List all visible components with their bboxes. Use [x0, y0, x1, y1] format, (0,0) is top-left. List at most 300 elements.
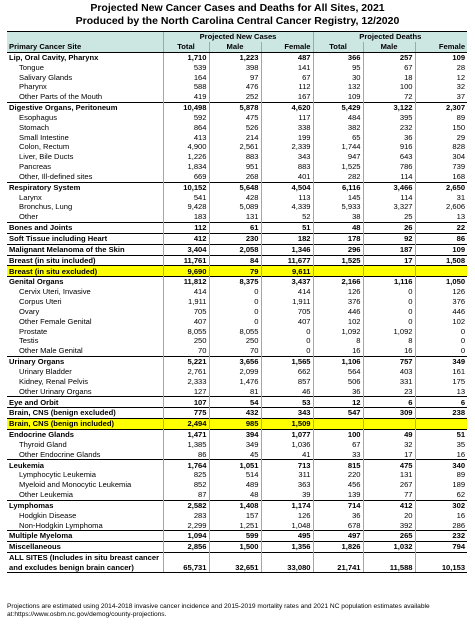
table-row [7, 72, 467, 82]
deaths-female-cell: 109 [415, 52, 467, 62]
deaths-male-cell: 36 [363, 132, 415, 142]
site-name: Cervix Uteri, Invasive [19, 287, 91, 297]
cases-male-cell: 1,251 [209, 521, 261, 531]
table-row [7, 297, 467, 307]
cases-male-cell: 951 [209, 162, 261, 172]
table-row [7, 326, 467, 336]
cases-total-cell: 9,428 [163, 202, 209, 212]
deaths-total-cell: 48 [313, 223, 363, 234]
site-name: Bronchus, Lung [19, 202, 73, 212]
table-row [7, 450, 467, 460]
cases-male-cell: 2,058 [209, 244, 261, 255]
cases-total-cell: 250 [163, 336, 209, 346]
table-row [7, 377, 467, 387]
cases-total-cell: 5,221 [163, 357, 209, 367]
deaths-total-cell: 1,744 [313, 142, 363, 152]
deaths-male-cell: 72 [363, 92, 415, 102]
site-name: Pharynx [19, 82, 47, 92]
deaths-total-cell: 100 [313, 429, 363, 439]
header-group-row [7, 32, 467, 42]
deaths-female-cell: 1,050 [415, 277, 467, 287]
deaths-total-cell: 564 [313, 367, 363, 377]
all-sites-body [7, 553, 467, 573]
cases-male-cell: 0 [209, 317, 261, 327]
cases-total-cell: 2,582 [163, 500, 209, 510]
deaths-male-cell [363, 266, 415, 277]
cases-female-cell: 1,911 [261, 297, 313, 307]
cases-total-cell: 164 [163, 72, 209, 82]
site-name: Pancreas [19, 162, 52, 172]
table-row [7, 419, 467, 430]
deaths-female-cell: 232 [415, 531, 467, 542]
deaths-male-cell: 309 [363, 408, 415, 419]
cases-male-cell: 1,223 [209, 52, 261, 62]
cases-male-cell: 1,500 [209, 542, 261, 553]
deaths-total-cell: 376 [313, 297, 363, 307]
deaths-female-cell: 1,508 [415, 255, 467, 266]
all-sites-row [7, 553, 467, 573]
deaths-female-cell: 0 [415, 346, 467, 356]
cases-female-cell: 199 [261, 132, 313, 142]
cases-total-cell: 1,911 [163, 297, 209, 307]
table-row [7, 255, 467, 266]
cases-female-cell: 52 [261, 212, 313, 222]
deaths-female-cell: 739 [415, 162, 467, 172]
report-title: Projected New Cancer Cases and Deaths for All Sites, 2021 [90, 2, 385, 14]
deaths-male-cell: 643 [363, 152, 415, 162]
cases-male-cell: 1,476 [209, 377, 261, 387]
deaths-female-cell: 29 [415, 132, 467, 142]
site-name: Hodgkin Disease [19, 510, 77, 520]
cases-female-cell: 0 [261, 326, 313, 336]
deaths-female-cell: 161 [415, 367, 467, 377]
deaths-total-cell: 30 [313, 72, 363, 82]
cases-male-cell: 526 [209, 123, 261, 133]
deaths-male-cell: 100 [363, 82, 415, 92]
site-name: Lip, Oral Cavity, Pharynx [7, 52, 163, 62]
cases-total-cell: 4,900 [163, 142, 209, 152]
cases-male-cell: 476 [209, 82, 261, 92]
cases-total-cell: 852 [163, 480, 209, 490]
cases-male-cell: 70 [209, 346, 261, 356]
deaths-male-cell: 114 [363, 172, 415, 182]
deaths-total-cell: 815 [313, 460, 363, 470]
deaths-male-cell: 331 [363, 377, 415, 387]
cases-male-cell: 985 [209, 419, 261, 430]
site-name: Lymphomas [7, 500, 163, 510]
table-row [7, 490, 467, 500]
cancer-table-container [7, 31, 467, 573]
deaths-female-cell: 828 [415, 142, 467, 152]
cases-male-cell: 599 [209, 531, 261, 542]
deaths-female-cell: 2,307 [415, 102, 467, 112]
deaths-male-cell: 77 [363, 490, 415, 500]
cases-total-cell: 1,834 [163, 162, 209, 172]
site-name: Other Female Genital [19, 316, 92, 326]
deaths-total-cell: 65 [313, 132, 363, 142]
table-row [7, 152, 467, 162]
deaths-female-cell: 446 [415, 307, 467, 317]
table-row [7, 277, 467, 287]
table-row [7, 440, 467, 450]
table-row [7, 531, 467, 542]
cases-total-cell: 539 [163, 63, 209, 73]
cases-total-cell: 1,764 [163, 460, 209, 470]
deaths-male-cell: 49 [363, 429, 415, 439]
cases-total-cell: 127 [163, 387, 209, 397]
header-deaths: Projected Deaths [313, 32, 467, 42]
deaths-male-cell: 187 [363, 244, 415, 255]
cases-male-cell: 1,051 [209, 460, 261, 470]
cases-male-cell: 398 [209, 63, 261, 73]
table-row [7, 287, 467, 297]
cases-total-cell: 10,152 [163, 182, 209, 192]
cases-male-cell: 252 [209, 92, 261, 102]
cases-total-cell: 70 [163, 346, 209, 356]
cases-male-cell: 0 [209, 307, 261, 317]
deaths-female-cell: 89 [415, 470, 467, 480]
site-name: Myeloid and Monocytic Leukemia [19, 480, 132, 490]
deaths-female-cell: 794 [415, 542, 467, 553]
cases-total-cell: 775 [163, 408, 209, 419]
cases-total-cell: 592 [163, 113, 209, 123]
deaths-female-cell: 0 [415, 336, 467, 346]
table-row [7, 244, 467, 255]
cases-female-cell: 1,036 [261, 440, 313, 450]
cases-total-cell: 414 [163, 287, 209, 297]
site-name: Esophagus [19, 112, 57, 122]
deaths-total-cell: 145 [313, 193, 363, 203]
deaths-male-cell: 0 [363, 307, 415, 317]
deaths-total-cell: 714 [313, 500, 363, 510]
table-row [7, 470, 467, 480]
deaths-total-cell: 220 [313, 470, 363, 480]
cases-total-cell: 864 [163, 123, 209, 133]
deaths-female-cell: 126 [415, 287, 467, 297]
deaths-male-cell: 67 [363, 63, 415, 73]
cases-male-cell: 45 [209, 450, 261, 460]
deaths-female-cell: 28 [415, 63, 467, 73]
deaths-male-cell: 0 [363, 287, 415, 297]
cases-female-cell: 126 [261, 511, 313, 521]
table-row [7, 172, 467, 182]
deaths-male-cell: 0 [363, 317, 415, 327]
deaths-total-cell: 36 [313, 511, 363, 521]
table-row [7, 123, 467, 133]
table-row [7, 212, 467, 222]
cases-total-cell: 825 [163, 470, 209, 480]
site-name: Brain, CNS (benign excluded) [7, 408, 163, 419]
deaths-total-cell: 456 [313, 480, 363, 490]
deaths-male-cell: 232 [363, 123, 415, 133]
cases-male-cell: 250 [209, 336, 261, 346]
deaths-total-cell: 67 [313, 440, 363, 450]
deaths-female-cell: 302 [415, 500, 467, 510]
deaths-total-cell: 366 [313, 52, 363, 62]
cases-female-cell: 67 [261, 72, 313, 82]
all-sites-cases-female: 33,080 [261, 553, 313, 573]
cases-female-cell: 9,611 [261, 266, 313, 277]
deaths-female-cell: 109 [415, 244, 467, 255]
cases-male-cell: 2,099 [209, 367, 261, 377]
deaths-total-cell: 1,525 [313, 255, 363, 266]
cases-female-cell: 1,346 [261, 244, 313, 255]
header-blank [7, 32, 163, 42]
deaths-male-cell: 257 [363, 52, 415, 62]
deaths-total-cell [313, 419, 363, 430]
cases-total-cell: 107 [163, 397, 209, 408]
deaths-total-cell: 2,166 [313, 277, 363, 287]
table-row [7, 346, 467, 356]
cases-female-cell: 117 [261, 113, 313, 123]
cases-total-cell: 419 [163, 92, 209, 102]
cases-female-cell: 487 [261, 52, 313, 62]
cases-male-cell: 54 [209, 397, 261, 408]
cases-female-cell: 0 [261, 336, 313, 346]
cases-male-cell: 97 [209, 72, 261, 82]
deaths-female-cell: 238 [415, 408, 467, 419]
site-name: Breast (in situ excluded) [7, 266, 163, 277]
deaths-total-cell: 12 [313, 397, 363, 408]
report-subtitle: Produced by the North Carolina Central Cancer Registry, 12/2020 [75, 15, 400, 27]
cases-male-cell: 0 [209, 297, 261, 307]
deaths-male-cell: 8 [363, 336, 415, 346]
cases-female-cell: 182 [261, 233, 313, 244]
site-name: Respiratory System [7, 182, 163, 192]
cases-total-cell: 588 [163, 82, 209, 92]
deaths-male-cell: 32 [363, 440, 415, 450]
cases-female-cell: 713 [261, 460, 313, 470]
cases-total-cell: 87 [163, 490, 209, 500]
deaths-total-cell: 16 [313, 346, 363, 356]
deaths-female-cell: 13 [415, 387, 467, 397]
table-row [7, 92, 467, 102]
deaths-total-cell: 282 [313, 172, 363, 182]
cases-female-cell: 883 [261, 162, 313, 172]
cases-male-cell: 157 [209, 511, 261, 521]
cases-total-cell: 2,856 [163, 542, 209, 553]
deaths-total-cell: 36 [313, 387, 363, 397]
cases-male-cell: 0 [209, 287, 261, 297]
cases-total-cell: 8,055 [163, 326, 209, 336]
table-row [7, 429, 467, 439]
cases-female-cell: 113 [261, 193, 313, 203]
deaths-total-cell: 5,933 [313, 202, 363, 212]
deaths-female-cell: 2,650 [415, 182, 467, 192]
cases-female-cell: 0 [261, 346, 313, 356]
cases-female-cell: 407 [261, 317, 313, 327]
cases-total-cell: 412 [163, 233, 209, 244]
deaths-male-cell: 92 [363, 233, 415, 244]
cases-total-cell: 2,761 [163, 367, 209, 377]
cases-male-cell: 349 [209, 440, 261, 450]
deaths-female-cell: 189 [415, 480, 467, 490]
deaths-total-cell: 178 [313, 233, 363, 244]
cases-male-cell: 883 [209, 152, 261, 162]
deaths-male-cell: 131 [363, 470, 415, 480]
deaths-female-cell: 6 [415, 397, 467, 408]
site-name: Leukemia [7, 460, 163, 470]
deaths-male-cell: 6 [363, 397, 415, 408]
cases-female-cell: 414 [261, 287, 313, 297]
site-name: Digestive Organs, Peritoneum [7, 102, 163, 112]
table-row [7, 233, 467, 244]
deaths-female-cell: 32 [415, 82, 467, 92]
header-deaths-male: Male [363, 42, 415, 52]
cases-female-cell: 51 [261, 223, 313, 234]
deaths-male-cell: 475 [363, 460, 415, 470]
table-row [7, 367, 467, 377]
deaths-male-cell: 0 [363, 297, 415, 307]
deaths-female-cell: 340 [415, 460, 467, 470]
site-name: Malignant Melanoma of the Skin [7, 244, 163, 255]
deaths-total-cell: 132 [313, 82, 363, 92]
header-column-row [7, 42, 467, 52]
site-name: Lymphocytic Leukemia [19, 470, 96, 480]
site-name: Urinary Bladder [19, 366, 72, 376]
cases-female-cell: 4,620 [261, 102, 313, 112]
cases-total-cell: 1,471 [163, 429, 209, 439]
all-sites-deaths-female: 10,153 [415, 553, 467, 573]
site-name: Non-Hodgkin Lymphoma [19, 520, 103, 530]
table-row [7, 223, 467, 234]
deaths-male-cell: 786 [363, 162, 415, 172]
site-name: Bones and Joints [7, 223, 163, 234]
cases-female-cell: 343 [261, 408, 313, 419]
table-row [7, 408, 467, 419]
table-row [7, 307, 467, 317]
deaths-total-cell: 497 [313, 531, 363, 542]
cases-female-cell: 2,339 [261, 142, 313, 152]
site-name: Testis [19, 336, 39, 346]
cases-female-cell: 1,509 [261, 419, 313, 430]
site-name: Tongue [19, 62, 44, 72]
table-row [7, 511, 467, 521]
deaths-total-cell: 126 [313, 287, 363, 297]
site-name: Multiple Myeloma [7, 531, 163, 542]
deaths-total-cell: 33 [313, 450, 363, 460]
header-cases-male: Male [209, 42, 261, 52]
all-sites-deaths-male: 11,588 [363, 553, 415, 573]
table-row [7, 500, 467, 510]
deaths-total-cell: 139 [313, 490, 363, 500]
cases-female-cell: 1,048 [261, 521, 313, 531]
cases-total-cell: 407 [163, 317, 209, 327]
cases-total-cell: 669 [163, 172, 209, 182]
deaths-total-cell: 109 [313, 92, 363, 102]
site-name: Eye and Orbit [7, 397, 163, 408]
deaths-male-cell: 3,327 [363, 202, 415, 212]
cases-male-cell: 81 [209, 387, 261, 397]
cases-female-cell: 41 [261, 450, 313, 460]
deaths-female-cell: 13 [415, 212, 467, 222]
deaths-female-cell: 22 [415, 223, 467, 234]
cases-female-cell: 363 [261, 480, 313, 490]
deaths-female-cell: 16 [415, 450, 467, 460]
cases-total-cell: 9,690 [163, 266, 209, 277]
cases-female-cell: 4,339 [261, 202, 313, 212]
cases-total-cell: 11,812 [163, 277, 209, 287]
cases-female-cell: 857 [261, 377, 313, 387]
cases-male-cell: 61 [209, 223, 261, 234]
cases-female-cell: 338 [261, 123, 313, 133]
site-name: Kidney, Renal Pelvis [19, 376, 89, 386]
cases-female-cell: 3,437 [261, 277, 313, 287]
table-row [7, 460, 467, 470]
cases-female-cell: 705 [261, 307, 313, 317]
deaths-female-cell: 51 [415, 429, 467, 439]
deaths-male-cell: 395 [363, 113, 415, 123]
deaths-total-cell: 102 [313, 317, 363, 327]
deaths-male-cell: 267 [363, 480, 415, 490]
deaths-male-cell: 403 [363, 367, 415, 377]
table-row [7, 193, 467, 203]
cases-female-cell: 311 [261, 470, 313, 480]
deaths-female-cell [415, 419, 467, 430]
deaths-male-cell: 17 [363, 450, 415, 460]
cases-male-cell: 5,089 [209, 202, 261, 212]
table-row [7, 266, 467, 277]
table-row [7, 63, 467, 73]
cases-male-cell: 475 [209, 113, 261, 123]
header-cases-total: Total [163, 42, 209, 52]
cases-male-cell: 428 [209, 193, 261, 203]
cases-male-cell: 268 [209, 172, 261, 182]
cases-total-cell: 1,710 [163, 52, 209, 62]
site-name: Other Parts of the Mouth [19, 92, 103, 102]
deaths-total-cell: 484 [313, 113, 363, 123]
deaths-female-cell: 150 [415, 123, 467, 133]
table-row [7, 387, 467, 397]
all-sites-label: ALL SITES (Includes in situ breast cancer and excludes benign brain cancer) [7, 553, 163, 573]
deaths-total-cell: 678 [313, 521, 363, 531]
deaths-female-cell: 168 [415, 172, 467, 182]
site-name: Soft Tissue including Heart [7, 233, 163, 244]
deaths-total-cell: 5,429 [313, 102, 363, 112]
deaths-male-cell: 23 [363, 387, 415, 397]
site-name: Larynx [19, 192, 42, 202]
table-row [7, 336, 467, 346]
cases-female-cell: 39 [261, 490, 313, 500]
deaths-female-cell: 175 [415, 377, 467, 387]
deaths-female-cell [415, 266, 467, 277]
cases-female-cell: 112 [261, 82, 313, 92]
deaths-total-cell: 1,826 [313, 542, 363, 553]
deaths-female-cell: 35 [415, 440, 467, 450]
deaths-female-cell: 16 [415, 511, 467, 521]
table-row [7, 102, 467, 112]
cases-female-cell: 1,077 [261, 429, 313, 439]
table-row [7, 317, 467, 327]
deaths-female-cell: 86 [415, 233, 467, 244]
site-name: Urinary Organs [7, 357, 163, 367]
cases-total-cell: 413 [163, 132, 209, 142]
table-row [7, 521, 467, 531]
cases-total-cell: 86 [163, 450, 209, 460]
site-name: Other, Ill-defined sites [19, 171, 93, 181]
cases-male-cell: 8,055 [209, 326, 261, 336]
site-name: Endocrine Glands [7, 429, 163, 439]
cases-male-cell: 230 [209, 233, 261, 244]
site-name: Thyroid Gland [19, 439, 67, 449]
deaths-male-cell: 25 [363, 212, 415, 222]
header-site: Primary Cancer Site [7, 42, 163, 52]
table-body [7, 52, 467, 552]
deaths-total-cell: 547 [313, 408, 363, 419]
site-name: Prostate [19, 326, 48, 336]
cases-total-cell: 2,333 [163, 377, 209, 387]
deaths-total-cell: 506 [313, 377, 363, 387]
